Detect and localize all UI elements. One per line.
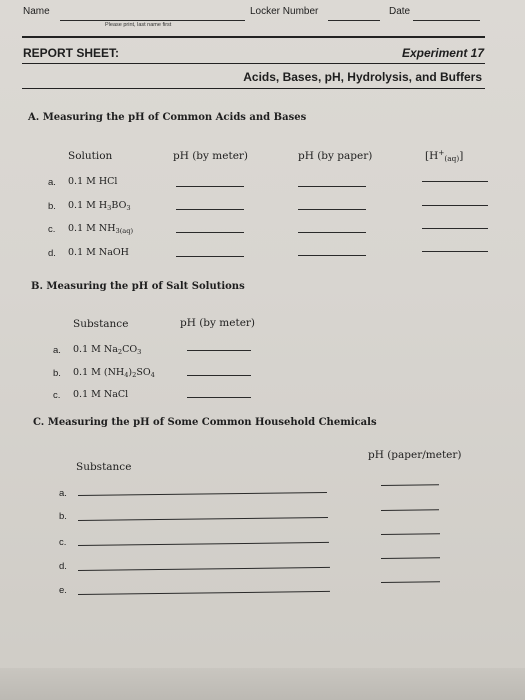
b-answer-line[interactable] <box>187 397 251 398</box>
b-col-substance: Substance <box>73 318 129 330</box>
c-substance-line[interactable] <box>78 492 327 496</box>
section-a-title: A. Measuring the pH of Common Acids and Bases <box>28 112 307 123</box>
a-row-letter: a. <box>48 177 56 188</box>
a-answer-line[interactable] <box>298 209 366 210</box>
a-row-boric-acid: 0.1 M $H_3BO_3$ <box>68 200 131 212</box>
a-row-letter: d. <box>48 248 56 259</box>
c-substance-line[interactable] <box>78 517 328 521</box>
title-rule-bottom <box>22 88 485 89</box>
locker-label: Locker Number <box>250 6 319 17</box>
date-label: Date <box>389 6 411 17</box>
b-col-ph-meter: pH (by meter) <box>180 317 256 329</box>
report-sheet-label: REPORT SHEET: <box>23 46 120 60</box>
a-row-letter: b. <box>48 201 56 212</box>
a-answer-line[interactable] <box>176 209 244 210</box>
section-c-title: C. Measuring the pH of Some Common Household Chemicals <box>33 417 377 428</box>
b-row-sodium-carbonate: 0.1 M $Na_2CO_3$ <box>73 344 142 356</box>
a-col-ph-paper: pH (by paper) <box>298 150 373 162</box>
c-row-letter: e. <box>59 585 67 596</box>
a-row-naoh: 0.1 M NaOH <box>68 247 129 258</box>
experiment-number: Experiment 17 <box>401 46 484 60</box>
b-row-letter: b. <box>53 368 61 379</box>
name-field[interactable] <box>60 20 245 21</box>
b-answer-line[interactable] <box>187 350 251 351</box>
a-row-letter: c. <box>48 224 56 235</box>
a-answer-line[interactable] <box>298 232 366 233</box>
c-ph-line[interactable] <box>381 533 440 535</box>
b-row-sodium-chloride: 0.1 M NaCl <box>73 389 129 400</box>
c-substance-line[interactable] <box>78 591 330 595</box>
a-answer-line[interactable] <box>176 186 244 187</box>
c-ph-line[interactable] <box>381 509 439 511</box>
a-col-solution: Solution <box>68 150 113 162</box>
a-answer-line[interactable] <box>422 251 488 252</box>
b-answer-line[interactable] <box>187 375 251 376</box>
title-rule-top <box>22 36 485 38</box>
c-substance-line[interactable] <box>78 567 330 571</box>
c-col-substance: Substance <box>76 461 132 473</box>
section-b-title: B. Measuring the pH of Salt Solutions <box>31 281 245 292</box>
a-row-ammonia: 0.1 M $NH_{3(aq)}$ <box>68 223 134 235</box>
c-row-letter: a. <box>59 488 67 499</box>
a-answer-line[interactable] <box>298 186 366 187</box>
page-bottom-shadow <box>0 668 525 700</box>
c-ph-line[interactable] <box>381 484 439 486</box>
b-row-letter: a. <box>53 345 61 356</box>
c-ph-line[interactable] <box>381 557 440 559</box>
a-answer-line[interactable] <box>422 205 488 206</box>
a-answer-line[interactable] <box>298 255 366 256</box>
a-answer-line[interactable] <box>176 256 244 257</box>
locker-field[interactable] <box>328 20 380 21</box>
c-ph-line[interactable] <box>381 581 440 583</box>
a-answer-line[interactable] <box>176 232 244 233</box>
name-hint: Please print, last name first <box>105 22 172 28</box>
a-row-hcl: 0.1 M HCl <box>68 176 118 187</box>
title-rule-mid <box>22 63 485 64</box>
c-row-letter: c. <box>59 537 67 548</box>
c-row-letter: d. <box>59 561 67 572</box>
c-col-ph-paper-meter: pH (paper/meter) <box>368 449 462 461</box>
a-answer-line[interactable] <box>422 228 488 229</box>
a-col-h-concentration: $[H^+_{(aq)}]$ <box>425 148 464 163</box>
b-row-ammonium-sulfate: 0.1 M $(NH_4)_2SO_4$ <box>73 367 155 379</box>
date-field[interactable] <box>413 20 480 21</box>
experiment-title: Acids, Bases, pH, Hydrolysis, and Buffers <box>243 70 482 84</box>
a-answer-line[interactable] <box>422 181 488 182</box>
a-col-ph-meter: pH (by meter) <box>173 150 249 162</box>
c-substance-line[interactable] <box>78 542 329 546</box>
name-label: Name <box>23 6 50 17</box>
c-row-letter: b. <box>59 511 67 522</box>
b-row-letter: c. <box>53 390 61 401</box>
